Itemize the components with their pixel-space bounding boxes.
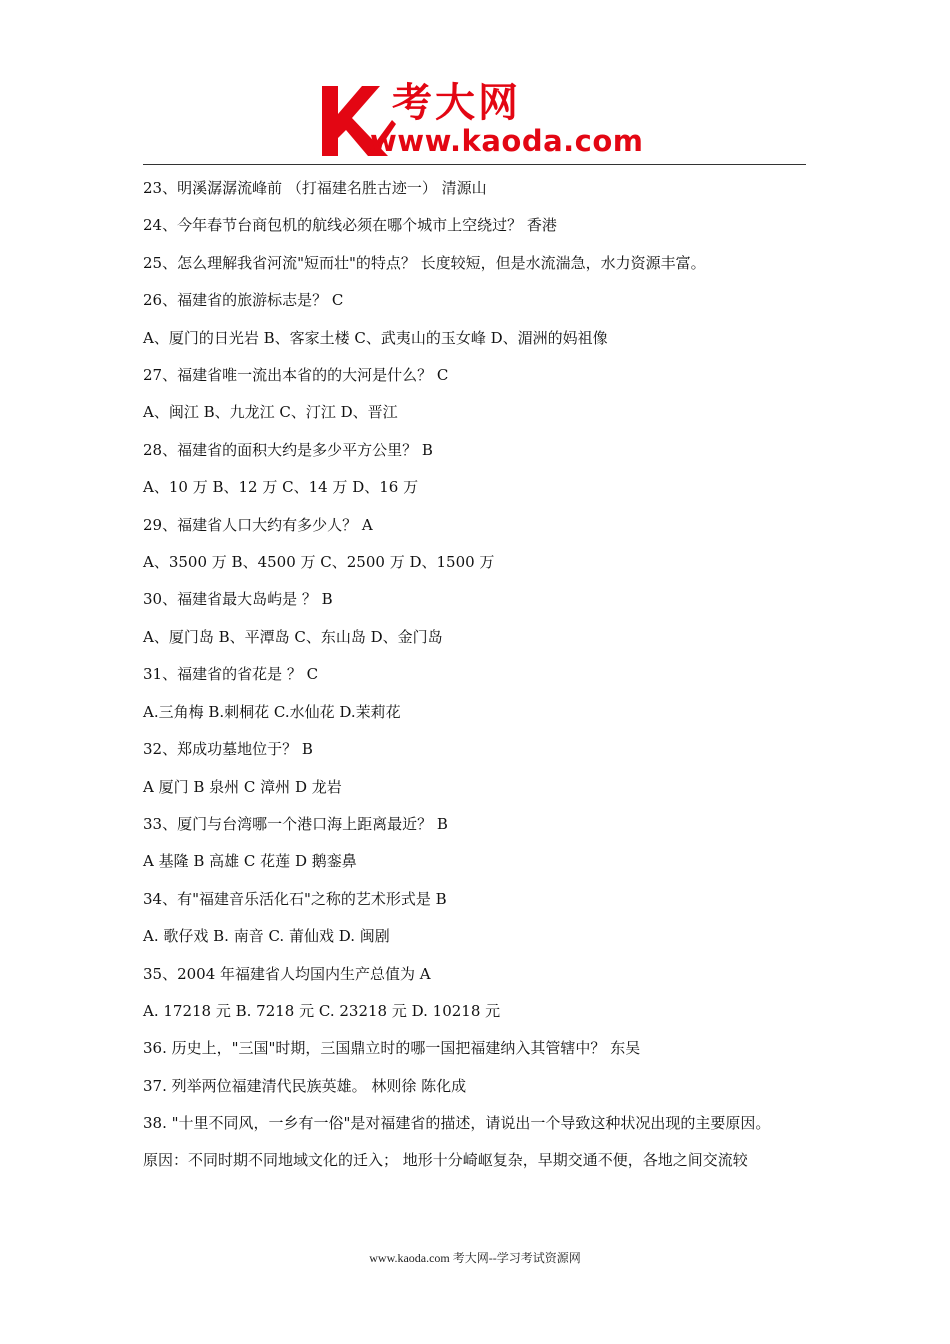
question-36: 36. 历史上，"三国"时期，三国鼎立时的哪一国把福建纳入其管辖中？ 东吴 — [143, 1039, 641, 1058]
question-32: 32、郑成功墓地位于？ B — [143, 740, 313, 759]
options-26: A、厦门的日光岩 B、客家土楼 C、武夷山的玉女峰 D、湄洲的妈祖像 — [143, 328, 608, 347]
question-23: 23、明溪潺潺流峰前 （打福建名胜古迹一） 清源山 — [143, 179, 487, 197]
kaoda-logo — [318, 80, 648, 160]
options-27: A、闽江 B、九龙江 C、汀江 D、晋江 — [143, 403, 398, 422]
options-28: A、10 万 B、12 万 C、14 万 D、16 万 — [143, 478, 419, 497]
question-26: 26、福建省的旅游标志是？ C — [143, 291, 344, 310]
question-37: 37. 列举两位福建清代民族英雄。 林则徐 陈化成 — [143, 1076, 467, 1095]
options-30: A、厦门岛 B、平潭岛 C、东山岛 D、金门岛 — [143, 627, 443, 646]
options-34: A. 歌仔戏 B. 南音 C. 莆仙戏 D. 闽剧 — [143, 927, 390, 946]
question-28: 28、福建省的面积大约是多少平方公里？ B — [143, 440, 433, 459]
options-35: A. 17218 元 B. 7218 元 C. 23218 元 D. 10218 元 — [143, 1001, 501, 1020]
question-35: 35、2004 年福建省人均国内生产总值为 A — [143, 964, 431, 983]
document-body — [143, 170, 809, 1180]
question-33: 33、厦门与台湾哪一个港口海上距离最近？ B — [143, 814, 448, 833]
question-27: 27、福建省唯一流出本省的的大河是什么？ C — [143, 366, 449, 385]
options-33: A 基隆 B 高雄 C 花莲 D 鹅銮鼻 — [143, 852, 357, 871]
question-29: 29、福建省人口大约有多少人？ A — [143, 515, 373, 534]
header-divider — [143, 164, 806, 165]
question-30: 30、福建省最大岛屿是 ？ B — [143, 590, 333, 609]
options-29: A、3500 万 B、4500 万 C、2500 万 D、1500 万 — [143, 553, 495, 572]
answer-38: 原因：不同时期不同地域文化的迁入； 地形十分崎岖复杂，早期交通不便，各地之间交流较 — [143, 1151, 748, 1170]
question-34: 34、有"福建音乐活化石"之称的艺术形式是 B — [143, 889, 447, 908]
logo-url: www.kaoda.com — [370, 124, 644, 158]
options-31: A.三角梅 B.刺桐花 C.水仙花 D.茉莉花 — [143, 702, 401, 721]
options-32: A 厦门 B 泉州 C 漳州 D 龙岩 — [143, 777, 342, 796]
question-25: 25、怎么理解我省河流"短而壮"的特点？ 长度较短，但是水流湍急，水力资源丰富。 — [143, 253, 706, 272]
logo-title: 考大网 — [392, 80, 521, 126]
question-24: 24、今年春节台商包机的航线必须在哪个城市上空绕过？ 香港 — [143, 216, 557, 235]
question-31: 31、福建省的省花是 ？ C — [143, 665, 319, 684]
question-38: 38. "十里不同风，一乡有一俗"是对福建省的描述，请说出一个导致这种状况出现的主要原因。 — [143, 1114, 771, 1133]
page-footer: www.kaoda.com 考大网--学习考试资源网 — [369, 1251, 581, 1265]
